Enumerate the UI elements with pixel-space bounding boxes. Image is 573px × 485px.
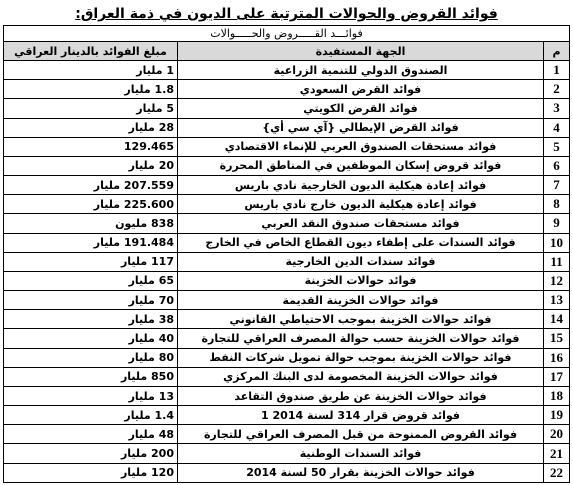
- row-amount: 129.465: [4, 137, 178, 156]
- row-amount: 850 مليار: [4, 367, 178, 386]
- row-number: 20: [544, 425, 570, 444]
- row-number: 2: [544, 80, 570, 99]
- table-row: [4, 156, 570, 175]
- row-amount: 191.484 مليار: [4, 233, 178, 252]
- row-number: 8: [544, 195, 570, 214]
- row-party: فوائد حوالات الخزينة حسب حوالة المصرف العراقي للتجارة: [178, 329, 544, 348]
- row-party: فوائد إعادة هيكلية الديون الخارجية نادي باريس: [178, 176, 544, 195]
- table-row: [4, 310, 570, 329]
- row-amount: 38 مليار: [4, 310, 178, 329]
- table-row: [4, 406, 570, 425]
- row-number: 9: [544, 214, 570, 233]
- row-number: 3: [544, 99, 570, 118]
- row-amount: 207.559 مليار: [4, 176, 178, 195]
- row-party: فوائد حوالات الخزينة المخصومة لدى البنك المركزي: [178, 367, 544, 386]
- row-party: فوائد إعادة هيكلية الديون خارج نادي باريس: [178, 195, 544, 214]
- table-row: [4, 233, 570, 252]
- document-title: فوائد القروض والحوالات المترتبة على الديون في ذمة العراق:: [75, 6, 498, 22]
- row-number: 17: [544, 367, 570, 386]
- group-header: فوائـــد القـــــروض والحـــــوالات: [4, 26, 570, 42]
- table-row: [4, 214, 570, 233]
- row-party: فوائد القرض السعودي: [178, 80, 544, 99]
- row-amount: 1.8 مليار: [4, 80, 178, 99]
- column-header-row: [4, 42, 570, 61]
- row-party: فوائد القرض الكويتي: [178, 99, 544, 118]
- table-row: [4, 367, 570, 386]
- row-number: 5: [544, 137, 570, 156]
- row-amount: 28 مليار: [4, 118, 178, 137]
- row-amount: 1.4 مليار: [4, 406, 178, 425]
- row-party: فوائد قروض قرار 314 لسنة 2014 1: [178, 406, 544, 425]
- row-amount: 65 مليار: [4, 271, 178, 290]
- row-number: 12: [544, 271, 570, 290]
- row-amount: 1 مليار: [4, 61, 178, 80]
- row-amount: 13 مليار: [4, 386, 178, 405]
- row-party: فوائد حوالات الخزينة بموجب الاحتياطي القانوني: [178, 310, 544, 329]
- row-party: فوائد القرض الإيطالي {آي سي أي}: [178, 118, 544, 137]
- table-row: [4, 425, 570, 444]
- table-row: [4, 271, 570, 290]
- interest-table: [3, 25, 570, 483]
- row-amount: 80 مليار: [4, 348, 178, 367]
- table-row: [4, 329, 570, 348]
- header-party: الجهة المستفيدة: [178, 42, 544, 61]
- row-number: 19: [544, 406, 570, 425]
- row-party: فوائد حوالات الخزينة بقرار 50 لسنة 2014: [178, 463, 544, 482]
- row-number: 16: [544, 348, 570, 367]
- row-party: فوائد حوالات الخزينة: [178, 271, 544, 290]
- table-row: [4, 118, 570, 137]
- table-body: [4, 61, 570, 483]
- row-amount: 70 مليار: [4, 291, 178, 310]
- table-row: [4, 386, 570, 405]
- table-row: [4, 99, 570, 118]
- row-amount: 20 مليار: [4, 156, 178, 175]
- group-header-row: [4, 26, 570, 42]
- table-row: [4, 176, 570, 195]
- row-party: فوائد حوالات الخزينة بموجب حوالة تمويل شركات النفط: [178, 348, 544, 367]
- row-party: فوائد مستحقات الصندوق العربي للإنماء الاقتصادي: [178, 137, 544, 156]
- table-row: [4, 463, 570, 482]
- row-party: فوائد حوالات الخزينة عن طريق صندوق التقاعد: [178, 386, 544, 405]
- row-number: 15: [544, 329, 570, 348]
- row-amount: 838 مليون: [4, 214, 178, 233]
- row-number: 13: [544, 291, 570, 310]
- row-number: 7: [544, 176, 570, 195]
- table-row: [4, 80, 570, 99]
- row-number: 22: [544, 463, 570, 482]
- table-row: [4, 444, 570, 463]
- row-amount: 48 مليار: [4, 425, 178, 444]
- row-amount: 225.600 مليار: [4, 195, 178, 214]
- row-number: 11: [544, 252, 570, 271]
- row-number: 14: [544, 310, 570, 329]
- row-party: الصندوق الدولي للتنمية الزراعية: [178, 61, 544, 80]
- table-row: [4, 348, 570, 367]
- row-amount: 40 مليار: [4, 329, 178, 348]
- row-party: فوائد حوالات الخزينة القديمة: [178, 291, 544, 310]
- row-amount: 200 مليار: [4, 444, 178, 463]
- table-row: [4, 195, 570, 214]
- table-row: [4, 291, 570, 310]
- row-amount: 5 مليار: [4, 99, 178, 118]
- table-row: [4, 61, 570, 80]
- row-number: 18: [544, 386, 570, 405]
- row-number: 10: [544, 233, 570, 252]
- row-party: فوائد السندات على إطفاء ديون القطاع الخاص في الخارج: [178, 233, 544, 252]
- row-amount: 117 مليار: [4, 252, 178, 271]
- header-num: م: [544, 42, 570, 61]
- row-number: 4: [544, 118, 570, 137]
- row-party: فوائد السندات الوطنية: [178, 444, 544, 463]
- row-number: 21: [544, 444, 570, 463]
- table-row: [4, 252, 570, 271]
- row-party: فوائد سندات الدين الخارجية: [178, 252, 544, 271]
- row-party: فوائد مستحقات صندوق النقد العربي: [178, 214, 544, 233]
- row-party: فوائد القروض الممنوحة من قبل المصرف العراقي للتجارة: [178, 425, 544, 444]
- row-amount: 120 مليار: [4, 463, 178, 482]
- header-amount: مبلغ الفوائد بالدينار العراقي: [4, 42, 178, 61]
- row-number: 1: [544, 61, 570, 80]
- table-row: [4, 137, 570, 156]
- row-party: فوائد قروض إسكان الموظفين في المناطق المحررة: [178, 156, 544, 175]
- row-number: 6: [544, 156, 570, 175]
